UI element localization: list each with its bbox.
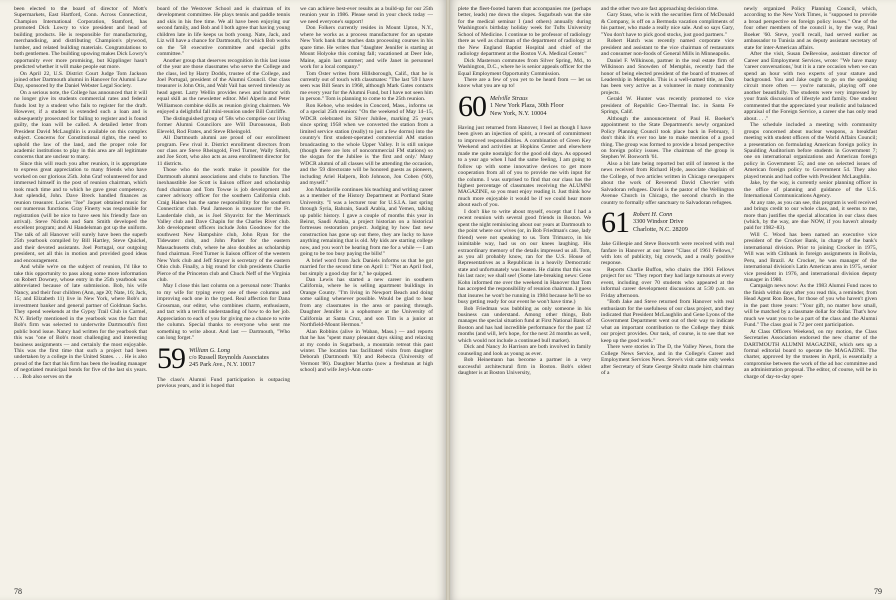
paragraph: Jon Mandaville continues his teaching and writing career as a member of the History Department at Portland State University. "I was a lecturer tour for U.S.I.A. last spring through Syria, Bahrain, Saudi Arabia, and Yemen, talking up public history. I gave a couple of months this year in Beirut, Saudi Arabia, a project historian on a historical fortresses restoration project. Judging by how fast new construction has gone up out there, they are lucky to have anything remaining that is old. My kids are starting college now, and you won't be hearing from me for a while — I am going to be too busy paying the bills!" (300, 186, 433, 258)
paragraph: And while we're on the subject of reunion, I'd like to take this opportunity to pass along some more information on Robert Downey, whose entry in the 25th yearbook was abbreviated because of late submission. Bob, his wife Nancy, and their four children (Ann, age 20; Nate, 16; Jack, 15; and Elizabeth 11) live in New York, where Bob's an investment banker and general partner of Goldman Sachs. They spend weekends at the Gypsy Trail Club in Carmel, N.Y. Briefly mentioned in the yearbook was the fact that Bob's firm was selected to underwrite Dartmouth's first public bond issue. Nancy had written for the yearbook that this was "one of Bob's most challenging and interesting business assignments — and certainly the most enjoyable. This was the first time that such a project had been undertaken by a college in the United States. . . . He is also proud of the fact that his firm has been the leading manager of negotiated municipal bonds for five of the last six years. . . . Bob also serves on the (14, 264, 147, 380)
paragraph: Since this will reach you after reunion, it is appropriate to express great appreciation to many friends who have worked on our glorious 25th. John Graf volunteered for and immersed himself in the post of reunion chairman, which took much time and to which he gave great competency. Just splendid, John. Dave Breck handled finances as reunion treasurer. Lucien "Joe" Jaquet obtained music for our numerous functions. Gray Finerty was responsible for registration (will be nice to have seen his friendly face on arrival). Steve Nichols and Sam Smith developed the excellent program; and Al Handelsman got up the uniform. The talk of all Hanover will surely have been the superb 25th yearbook compiled by Bill Hartley, Steve Quickel, and their devoted assistants. Joel Portugal, our outgoing president, set all this in motion and provided good ideas and encouragement. (14, 160, 147, 264)
paragraph: Bob Friedman was bubbling as only someone in his business can understand. Among other things, Bob manages the special situation fund at First National Bank of Boston and has had incredible performance for the past 12 months (and will, let's hope, for the next 24 months as well, which would not include a continued bull market). (458, 305, 591, 344)
paragraph: At Class Officers Weekend, on my motion, the Class Secretaries Association endorsed the new charter of the DARTMOUTH ALUMNI MAGAZINE, which sets up a formal editorial board to operate the MAGAZINE. The charter, approved by the trustees in April, is essentially a compromise between the work of the ad hoc committee and an administration proposal. The editor, of course, will be in charge of day-to-day oper- (744, 328, 877, 380)
secretary-name: William G. Long (189, 346, 231, 354)
class-year-number: 61 (601, 206, 629, 240)
paragraph: Those who do the work make it possible for the Dartmouth alumni associations and clubs to function. The inexhaustible Joe Scott is liaison officer and scholarship fund chairman and Tom Towse is job development and career advisory officer for the southern California club. Craig Haines has the same responsibility for the southern Connecticut club. Paul Jameson is treasurer for the Ft. Lauderdale club, as is Joel Shyavitz for the Merrimack Valley club and Dave Chapin for the Charles River club. Job development officers include John Goodnow for the southwest New Hampshire club, John Ryan for the Tidewater club, and John Parker for the eastern Massachusetts club, where he also doubles as scholarship fund chairman. Fred Turner is liaison officer of the western New York club and Jeff Strayer is secretary of the eastern Ohio club. Finally, a big round for club presidents Charlie Pierce of the Princeton club and Chuck Neff of the Virginia club. (157, 167, 290, 284)
paragraph: On April 22, U.S. District Court Judge Tom Jackson joined other Dartmouth alumni in Hanover for Alumni Law Day, sponsored by the Daniel Webster Legal Society. (14, 70, 147, 90)
paragraph: On a serious note, the College has announced that it will no longer give its students commercial rates and federal funds lost by a student who fails to register for the draft. However, if a student is extended such a loan and is subsequently prosecuted for failing to register and is found guilty, the loan will be called. A detailed letter from President David McLaughlin is available on this complex subject. Concerns for Constitutional rights, the need to uphold the law of the land, and the proper role for academic institutions to play in this area are all legitimate concerns that are unclear to many. (14, 89, 147, 161)
paragraph: All Dartmouth alumni are proud of our enrollment program. Few rival it. District enrollment directors from our class are Steve Rheingold, Fred Turner, Wally Smith, and Joe Scott, who also acts as area enrollment director for 11 districts. (157, 135, 290, 167)
paragraph: Gary Stass, who is with the securities firm of McDonald & Company, is off on a Bermuda vacation compliments of his partner, who made a really nice sale. And so says Gary, "You don't have to pick good stocks, just good partners." (601, 12, 734, 38)
address-line: 1 New York Plaza, 30th Floor (490, 102, 564, 110)
paragraph: Dick and Nancy Jo Harrison are both involved in family counseling and look as young as ever. (458, 344, 591, 357)
paragraph: At any rate, as you can see, this program is well received and brings credit to our whole class, and, it seems to me, more than justifies the special allocation in our class dues (which, by the way, are due NOW, if you haven't already paid for 1982–83). (744, 199, 877, 232)
paragraph: The class's Alumni Fund participation is outpacing previous years, and it is hoped that (157, 376, 290, 390)
paragraph: been elected to the board of director of Mott's Supermarkets, East Hartford, Conn. Across Connecticut, Champion International Corporation, Stamford, has promoted Dick Lowry to vice president and head of building products. He is responsible for manufacturing, merchandising, and distributing Champion's plywood, lumber, and related building materials. Congratulations to both gentlemen. The building upswing makes Dick Lowry's opportunity ever more promising, but Kipplinger hasn't predicted whether it will make people eat more. (14, 6, 147, 71)
class-secretary-address (189, 345, 269, 369)
paragraph: The distinguished group of '58s who comprise our living former Alumni Councilors are Will Durousseau, Bob Eleveld, Rod Frates, and Steve Rheingold. (157, 115, 290, 135)
paragraph: Dan Lewis has started a new career in southern California, where he is selling apartment buildings in Orange County. "I'm living in Newport Beach and doing some sailing whenever possible. Would be glad to hear from any classmates in the area or passing through. Daughter Jennifer is a sophomore at the University of California at Santa Cruz, and son Tim is a junior at Northfield-Mount Hermon." (300, 277, 433, 329)
paragraph: Jake Gillespie and Steve Bosworth were received with real fanfare in Hanover at our latest "Class of 1961 Fellows," with lots of publicity, big crowds, and a really positive response. (601, 241, 734, 267)
paragraph: newly organized Policy Planning Council, which, according to the New York Times, is "supposed to provide a broad perspective on foreign policy issues." One of the four other members of the council is, by the way, Paul Boeker '60. Steve, you'll recall, had served earlier as ambassador to Tunisia and as deputy assistant secretary of state for inter-American affairs. (744, 6, 877, 51)
right-column-1 (458, 6, 591, 584)
secretary-name: Robert H. Conn (633, 211, 673, 219)
class-year-number: 60 (458, 89, 486, 123)
paragraph: I don't like to write about myself, except that I had a recent reunion with several good friends in Boston. We spent the night reminiscing about our years at Dartmouth to the point where our wives (or, in Bob Friedman's case, lady friend) were not speaking to us. Tom Trimarco, in his inimitable way, had us on our knees laughing. His extraordinary memory of the details impressed us all. Tom, as you all probably know, ran for the U.S. House of Representatives as a Republican in a heavily Democratic state and unfortunately was beaten. He claims that this was his last race; we shall see! (Some late-breaking news: Gene Kohn informed me over the weekend in Hanover that Tom has accepted the responsibility of reunion chairman. I guess that insures he won't be running in 1984 because he'll be so busy getting ready for our event he won't have time.) (458, 208, 591, 306)
address-line: New York, N.Y. 10004 (490, 109, 547, 117)
paragraph: There are a few of you yet to be heard from — let us know what you are up to! (458, 76, 591, 90)
class-year-number: 59 (157, 341, 185, 375)
paragraph: Campaign news now: As the 1983 Alumni Fund races to the finish within days after you read this, a reminder, from Head Agent Ron Boes, for those of you who haven't given in the past three years: "Your gift, no matter how small, will be matched by a classmate dollar for dollar. That's how much we want you to be a part of the class and the Alumni Fund." The class goal is 72 per cent participation. (744, 283, 877, 329)
left-column-3 (300, 6, 433, 584)
right-column-3 (744, 6, 877, 584)
paragraph: Having just returned from Hanover, I feel as though I have been given an injection of spirit, a reward of commitment to improved responsibilities. A combination of Green Key Weekend and activities at Hopkins Center and elsewhere made me quite nostalgic for the good old days. As opposed to a year ago when I had the same feeling, I am going to follow up with some innovative devices to get more cooperation from all of you to provide me with input for the column. I was surprised to find that our class has the highest percentage of classmates receiving the ALUMNI MAGAZINE, so you must enjoy reading it. Just think how much more enjoyable it would be if we could hear more about each of you. (458, 124, 591, 209)
address-line: c/o Russell Reynolds Associates (189, 353, 269, 361)
right-column-2 (601, 6, 734, 584)
left-column-2 (157, 6, 290, 584)
paragraph: we can achieve best-ever results as a build-up for our 25th reunion year in 1986. Please send in your check today — we need everyone's support! (300, 6, 433, 25)
paragraph: Daniel F. Wilkinson, partner in the real estate firm of Wilkinson and Snowden of Memphis, recently had the honor of being elected president of the board of trustees of Leadership in Memphis. This is a well-named title, as Dan has been very active as a volunteer in many community projects. (601, 57, 734, 96)
left-column-1 (14, 6, 147, 584)
paragraph: Reports Charlie Buffon, who chairs the 1961 Fellows project for us: "They report they had large turnouts at every event, including over 70 students who appeared at the informal career development discussions at 5:30 p.m. on Friday afternoon. (601, 266, 734, 299)
paragraph: Dick Masterson commutes from Silver Spring, Md., to Washington, D.C., where he is senior appeals officer for the Equal Employment Opportunity Commission. (458, 57, 591, 77)
paragraph: Tom Oster writes from Hillsborough, Calif., that he is currently out of touch with classmates: "The last '59 I have seen was Bill Sears in 1968, although Mark Gates contacts me every year for the Alumni Fund, but I have not seen him in person." Tom is planning to come to the 25th reunion. (300, 70, 433, 103)
paragraph: Alan Robbins (alive in Waban, Mass.) — and reports that he has "spent many pleasant days skiing and relaxing at my condo in Sugarbush, a mountain retreat this past winter. The location has facilitated visits from daughter Deborah (Dartmouth '83) and Rebecca (University of Vermont '86). Daughter Martha (now a freshman at high school) and wife Jeryl-Ann com- (300, 328, 433, 374)
paragraph: Don Folkers currently resides in Mount Upton, N.Y., where he works as a process manufacturer for an upstate New York bank that teaches data processing courses in his spare time. He writes that "daughter Jennifer is starting at Mount Holyoke this coming fall; vacationed at Deer Isle, Maine, again last summer; and wife Janet in personnel work for a local company." (300, 25, 433, 71)
page-number: 78 (14, 587, 22, 596)
right-page (450, 0, 896, 600)
paragraph: and the other two are fast approaching decision time. (601, 6, 719, 12)
paragraph: May I close this last column on a personal note: Thanks to my wife for typing every one of these columns and improving each one in the typed. Real affection for Dana Grossman, our editor, who combines charm, enthusiasm, and tact with a terrific understanding of how to do her job. Appreciation to each of you for giving me a chance to write the column. Special thanks to everyone who sent me something to write about. And last — Dartmouth, "Who can long forget." (157, 283, 290, 342)
paragraph: Jake, by the way, is currently senior planning officer in the office of planning and guidance of the U.S. International Communications Agency. (744, 180, 877, 200)
paragraph: Also a bit late being reported but still of interest is the news received from Richard Hyde, associate chaplain of the College, of two articles written in Chicago newspapers about the work of Reverend David Chevrier with Salvadoran refugees. David is the pastor of the Wellington Avenue Church in Chicago, the second church in the country to formally offer sanctuary to Salvadoran refugees. (601, 160, 734, 206)
paragraph: There were stories in The D, the Valley News, from the College News Service, and in the College's Career and Employment Services News. Steve's visit came only weeks after Secretary of State George Shultz made him chairman of a (601, 344, 734, 377)
class-secretary-address (490, 93, 564, 117)
paragraph: The schedule included a meeting with community groups concerned about nuclear weapons, a breakfast meeting with student officers of the World Affairs Council; a presentation on formulating American foreign policy in Spaulding Auditorium before students in Government 7; one on international organizations and American foreign policy in Government 55; and one on selected issues of American foreign policy to Government 54. They also played tennis and had coffee with President McLaughlin. (744, 122, 877, 180)
paragraph: After the visit, Susan DeBevoise, assistant director of Career and Employment Services, wrote: "We have many 'career conversations,' but it is a rare occasion when we can spend an hour with two experts of your stature and background. You and Jake ought to go on the speaking circuit more often — you're naturals, playing off one another beautifully. The students were very impressed by your frank discussion of lifestyle and family. One student commented that the appreciated your realistic and balanced appraisal of the Foreign Service, a career she has only read about. . . ." (744, 51, 877, 122)
left-page (0, 0, 446, 600)
paragraph: Robert Hatch was recently named corporate vice president and assistant to the vice chairman of restaurants and consumer non-foods of General Mills in Minneapolis. (601, 38, 734, 58)
paragraph: A brief word from Jack Daniels informs us that he got married for the second time on April 1: "Not an April fool, but simply a good day for it," he quipped. (300, 257, 433, 277)
paragraph: Bob Heinemann has become a partner in a very successful architectural firm in Boston. Bob's oldest daughter is at Boston University, (458, 357, 591, 377)
class-60-heading (458, 89, 591, 123)
secretary-name: Melville Straus (490, 94, 528, 102)
address-line: Charlotte, N.C. 28209 (633, 225, 688, 233)
class-61-heading (601, 206, 734, 240)
paragraph: Another group that deserves recognition in this last issue of the year are those classmates who serve the College and the class, led by Harry Dodds, trustee of the College, and Joel Portugal, president of the Alumni Council. Our class treasurer is John Otis, and Walt Vail has served tirelessly as head agent. Larry Wellin provides news and humor with equal skill as the newsletter editor. Mel Alperin and Peter Williamson combine skills as reunion giving chairmen. We enjoyed a delightful fall mini-reunion under Bill Cutcliffe. (157, 57, 290, 116)
class-secretary-address (633, 209, 688, 233)
address-line: 245 Park Ave., N.Y. 10017 (189, 361, 256, 369)
address-line: 3300 Windsor Drive (633, 218, 684, 226)
paragraph: Ron Kehoe, who resides in Concord, Mass., informs us of a special 25th reunion: "On the weekend of May 14–15, WDCR celebrated its Silver Jubilee, marking 25 years since spring 1958 when we converted the station from a limited service station (really) to just a few dorms) into the country's first student-operated commercial AM station broadcasting to the whole Upper Valley. It is still unique (though there are lots of noncommercial FM stations) so the slogan for the Jubilee is 'the first and only.' Many WDCR alumni of all classes will be attending the occasion, and the '59 directorate will be honored guests as pioneers, including Ariel Halpern, Bob Johnson, Jon Coben ('60), and myself." (300, 102, 433, 187)
paragraph: Although the announcement of Paul H. Boeker's appointment to the State Department's newly organized Policy Planning Council took place back in February, I don't think it's ever too late to make mention of a good thing. The group was formed to provide a broad perspective on foreign policy issues. The chairman of the group is Stephen W. Bosworth '61. (601, 115, 734, 161)
paragraph: plete the fleet-footed harem that accompanies me (perhaps better, leads) me down the slopes. Sugarbush was the site for the medical seminar I (and others) annually during Washington's birthday holiday week for Tufts University School of Medicine. I continue to be professor of radiology there as well as chairman of the department of radiology at the New England Baptist Hospital and chief of the radiology department at the Boston V.A. Medical Center." (458, 6, 591, 58)
page-number: 79 (874, 587, 882, 596)
paragraph: "Both Jake and Steve returned from Hanover with real enthusiasm for the usefulness of our class project, and they indicated that President McLaughlin and Gene Lyons of the Government Department went out of their way to indicate what an important contribution to the College they think our project provides. Our task, of course, is to see that we keep up the good work." (601, 299, 734, 344)
paragraph: Gerald W. Hunter was recently promoted to vice president of Republic Geo-Thermal Inc. in Santa Fe Springs, Calif. (601, 96, 734, 116)
class-59-heading (157, 341, 290, 375)
paragraph: Will C. Wood has been named an executive vice president of the Crocker Bank, in charge of the bank's international division. Prior to joining Crocker in 1975, Will was with Citibank in foreign assignments in Bolivia, Peru, and Brazil. At Crocker, he was manager of the international division's Latin American area in 1975, senior vice president in 1976, and international division deputy manager in 1980. (744, 231, 877, 284)
paragraph: board of the Westover School and is chairman of its development committee. He plays tennis and paddle tennis and skis in his free time. We all have been enjoying our second family, and Bob and I both agree that having young children late in life keeps us both young. Nate, Jack, and Liz will have a chance for Dartmouth, for which Bob works on the '58 executive committee and special gifts committee." (157, 6, 290, 58)
